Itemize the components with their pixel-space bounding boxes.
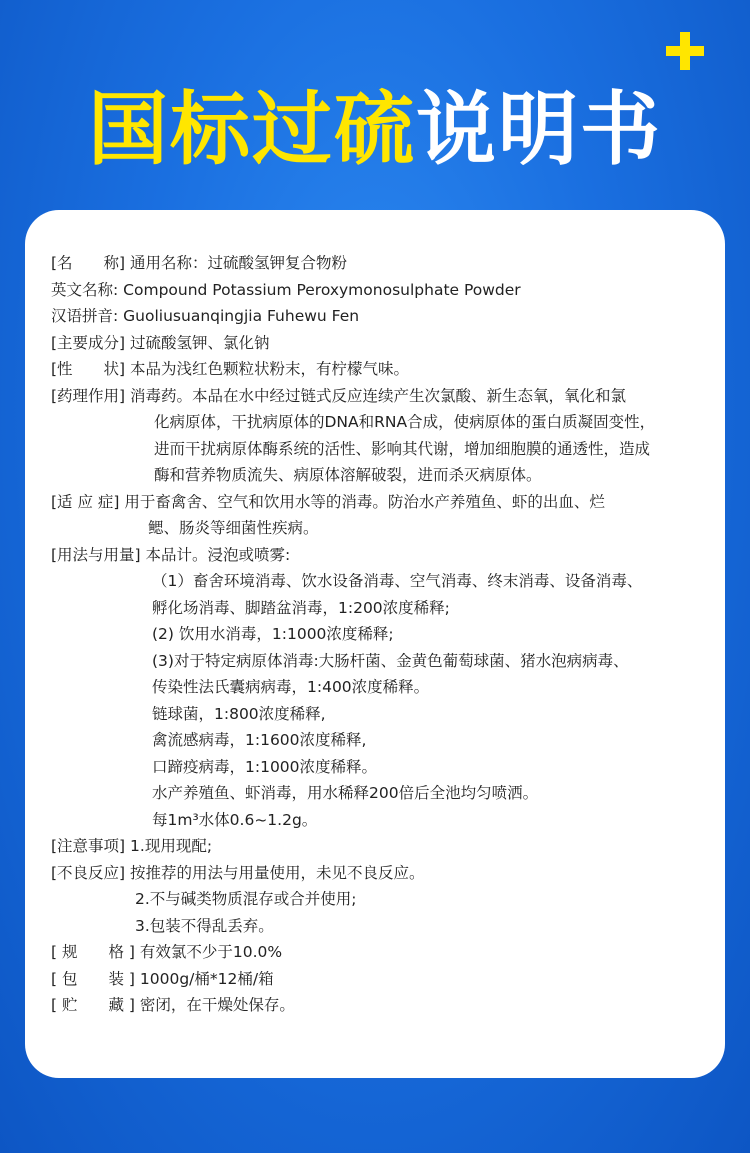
label-package: [ 包 装 ] — [51, 969, 135, 988]
label-english: 英文名称: — [51, 280, 119, 299]
value-pinyin: Guoliusuanqingjia Fuhewu Fen — [123, 307, 360, 325]
value-indications-1: 鳃、肠炎等细菌性疾病。 — [148, 519, 319, 537]
label-indications: [适 应 症] — [51, 492, 120, 511]
label-adverse: [不良反应] — [51, 863, 126, 882]
value-adverse: 按推荐的用法与用量使用，未见不良反应。 — [130, 863, 425, 882]
value-pharmacology-1: 化病原体，干扰病原体的DNA和RNA合成，使病原体的蛋白质凝固变性， — [154, 413, 656, 431]
label-pharmacology: [药理作用] — [51, 386, 126, 405]
usage-line-3: (3)对于特定病原体消毒:大肠杆菌、金黄色葡萄球菌、猪水泡病病毒、 — [152, 651, 629, 670]
usage-line-6: 禽流感病毒，1:1600浓度稀释, — [152, 731, 367, 749]
value-precautions: 1.现用现配; — [130, 837, 213, 855]
value-indications-0: 用于畜禽舍、空气和饮用水等的消毒。防治水产养殖鱼、虾的出血、烂 — [124, 492, 605, 511]
row-usage — [51, 542, 701, 569]
plus-icon — [666, 32, 704, 70]
value-pharmacology-3: 酶和营养物质流失、病原体溶解破裂，进而杀灭病原体。 — [154, 466, 542, 484]
usage-line-2: (2) 饮用水消毒，1:1000浓度稀释; — [152, 625, 394, 643]
row-spec — [51, 939, 701, 966]
label-ingredients: [主要成分] — [51, 333, 126, 352]
usage-line-8: 水产养殖鱼、虾消毒，用水稀释200倍后全池均匀喷洒。 — [152, 784, 539, 802]
row-english — [51, 277, 701, 304]
row-ingredients — [51, 330, 701, 357]
value-property: 本品为浅红色颗粒状粉末，有柠檬气味。 — [130, 360, 410, 378]
row-adverse — [51, 860, 701, 887]
row-pinyin — [51, 303, 701, 330]
value-ingredients: 过硫酸氢钾、氯化钠 — [130, 333, 270, 352]
adverse-line-1: 3.包装不得乱丢弃。 — [135, 916, 274, 935]
value-package: 1000g/桶*12桶/箱 — [139, 969, 274, 988]
row-indications — [51, 489, 701, 516]
usage-line-0: （1）畜舍环境消毒、饮水设备消毒、空气消毒、终末消毒、设备消毒、 — [152, 572, 643, 590]
row-storage — [51, 992, 701, 1019]
value-english: Compound Potassium Peroxymonosulphate Powder — [123, 280, 521, 299]
value-pharmacology-2: 进而干扰病原体酶系统的活性、影响其代谢，增加细胞膜的通透性，造成 — [154, 439, 651, 458]
row-package — [51, 966, 701, 993]
title-yellow: 国标过硫 — [88, 83, 416, 176]
value-usage-intro: 本品计。浸泡或喷雾: — [145, 545, 291, 564]
adverse-line-0: 2.不与碱类物质混存或合并使用; — [135, 890, 357, 908]
row-precautions — [51, 833, 701, 860]
title-white: 说明书 — [416, 83, 662, 176]
label-pinyin: 汉语拼音: — [51, 307, 119, 325]
usage-line-7: 口蹄疫病毒，1:1000浓度稀释。 — [152, 757, 378, 776]
label-spec: [ 规 格 ] — [51, 943, 135, 961]
usage-line-5: 链球菌，1:800浓度稀释, — [152, 704, 326, 723]
label-usage: [用法与用量] — [51, 545, 141, 564]
label-name: [名 称] — [51, 254, 126, 272]
page-title — [0, 80, 750, 180]
instruction-content — [51, 250, 701, 1019]
value-pharmacology-0: 消毒药。本品在水中经过链式反应连续产生次氯酸、新生态氧，氧化和氯 — [130, 386, 627, 405]
row-pharmacology — [51, 383, 701, 410]
value-name: 通用名称：过硫酸氢钾复合物粉 — [130, 254, 348, 272]
label-storage: [ 贮 藏 ] — [51, 996, 135, 1014]
usage-line-9: 每1m³水体0.6~1.2g。 — [152, 810, 318, 829]
value-spec: 有效氯不少于10.0% — [139, 943, 283, 961]
row-name — [51, 250, 701, 277]
label-precautions: [注意事项] — [51, 837, 126, 855]
label-property: [性 状] — [51, 360, 126, 378]
usage-line-1: 孵化场消毒、脚踏盆消毒，1:200浓度稀释; — [152, 598, 450, 617]
value-storage: 密闭，在干燥处保存。 — [139, 996, 295, 1014]
usage-line-4: 传染性法氏囊病病毒，1:400浓度稀释。 — [152, 678, 430, 696]
row-property — [51, 356, 701, 383]
